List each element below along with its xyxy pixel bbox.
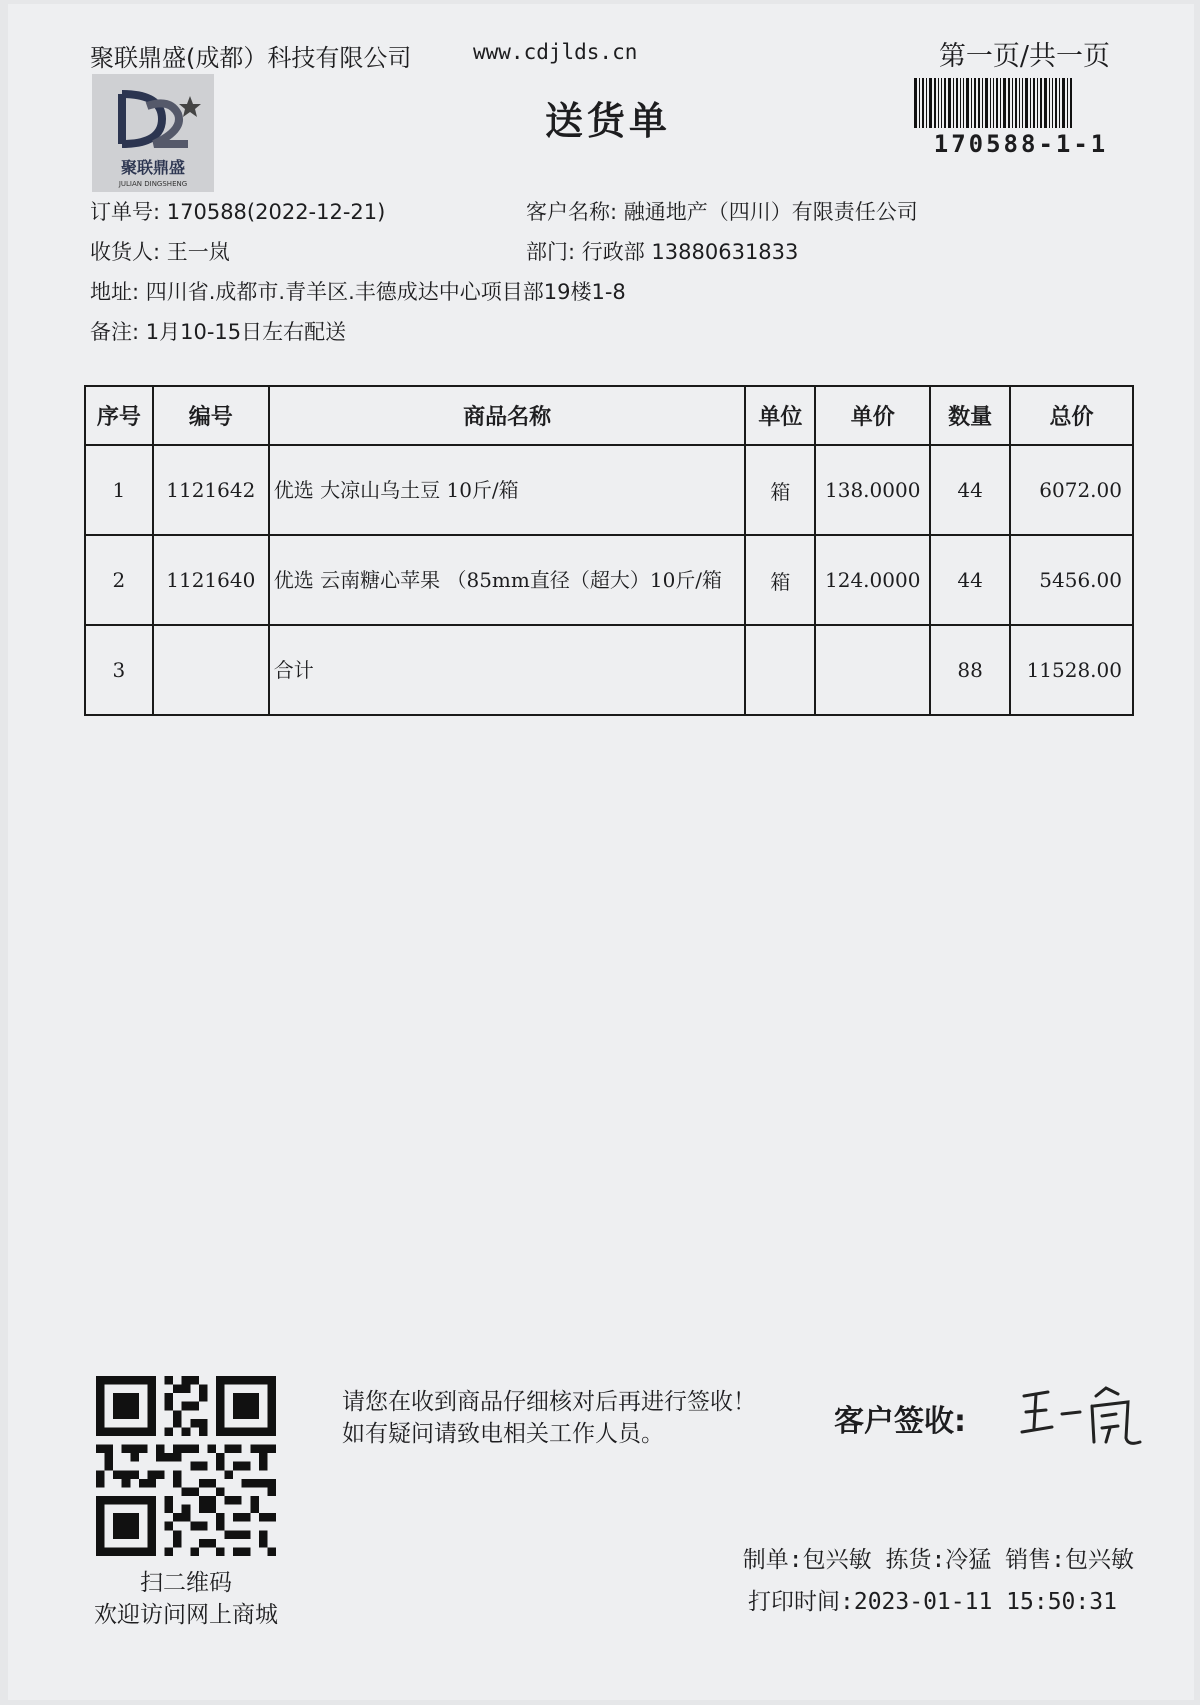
delivery-note-sheet — [8, 4, 1194, 1700]
barcode-bar — [985, 78, 988, 128]
cell-product: 优选 大凉山乌土豆 10斤/箱 — [269, 445, 746, 535]
barcode-bar — [974, 78, 976, 128]
cell-price: 138.0000 — [815, 445, 930, 535]
barcode-bar — [929, 78, 932, 128]
col-header-unit: 单位 — [745, 386, 815, 445]
barcode-bar — [982, 78, 983, 128]
barcode-bar — [919, 78, 920, 128]
cell-index: 1 — [85, 445, 153, 535]
customer-sign-label: 客户签收: — [834, 1404, 966, 1439]
barcode-bar — [1019, 78, 1020, 128]
table-row-total — [85, 625, 1133, 715]
barcode-bar — [944, 78, 946, 128]
barcode-bar — [1025, 78, 1028, 128]
table-row — [85, 445, 1133, 535]
barcode-bar — [1037, 78, 1038, 128]
col-header-qty: 数量 — [930, 386, 1010, 445]
logo-text: 聚联鼎盛 — [120, 158, 185, 177]
barcode-bar — [1052, 78, 1053, 128]
barcode-bar — [922, 78, 924, 128]
barcode-bar — [1022, 78, 1023, 128]
department-phone: 部门: 行政部 13880631833 — [526, 240, 799, 264]
cell-price: 124.0000 — [815, 535, 930, 625]
barcode-bar — [1030, 78, 1031, 128]
cell-qty: 44 — [930, 535, 1010, 625]
website-url: www.cdjlds.cn — [473, 40, 638, 64]
delivery-address: 地址: 四川省.成都市.青羊区.丰德成达中心项目部19楼1-8 — [90, 280, 626, 304]
cell-code: 1121642 — [153, 445, 269, 535]
cell-index: 3 — [85, 625, 153, 715]
cell-unit — [745, 625, 815, 715]
barcode-bar — [926, 78, 927, 128]
barcode-bar — [1033, 78, 1035, 128]
delivery-remark: 备注: 1月10-15日左右配送 — [90, 320, 347, 344]
barcode-bar — [993, 78, 994, 128]
barcode-bar — [938, 78, 939, 128]
cell-total: 5456.00 — [1010, 535, 1133, 625]
order-number: 订单号: 170588(2022-12-21) — [90, 200, 386, 224]
barcode-bar — [966, 78, 969, 128]
barcode-bar — [963, 78, 964, 128]
cell-qty: 44 — [930, 445, 1010, 535]
handwritten-signature — [1018, 1382, 1148, 1452]
col-header-price: 单价 — [815, 386, 930, 445]
cell-qty: 88 — [930, 625, 1010, 715]
col-header-product: 商品名称 — [269, 386, 746, 445]
barcode-bar — [996, 78, 998, 128]
barcode-bar — [1059, 78, 1060, 128]
col-header-index: 序号 — [85, 386, 153, 445]
barcode-bar — [1044, 78, 1047, 128]
col-header-total: 总价 — [1010, 386, 1133, 445]
staff-info: 制单:包兴敏 拣货:冷猛 销售:包兴敏 — [742, 1547, 1134, 1573]
barcode-bar — [1008, 78, 1010, 128]
barcode-icon — [914, 78, 1128, 128]
qr-code-icon[interactable] — [96, 1376, 276, 1556]
company-name: 聚联鼎盛(成都）科技有限公司 — [90, 44, 412, 72]
cell-product: 优选 云南糖心苹果 （85mm直径（超大）10斤/箱 — [269, 535, 746, 625]
barcode-bar — [1055, 78, 1057, 128]
cell-product: 合计 — [269, 625, 746, 715]
barcode-number: 170588-1-1 — [933, 130, 1109, 158]
cell-unit: 箱 — [745, 535, 815, 625]
items-table — [84, 385, 1134, 716]
barcode-bar — [1003, 78, 1006, 128]
page-indicator: 第一页/共一页 — [938, 41, 1110, 72]
table-row — [85, 535, 1133, 625]
sign-notice: 请您在收到商品仔细核对后再进行签收！如有疑问请致电相关工作人员。 — [342, 1389, 756, 1447]
print-time: 打印时间:2023-01-11 15:50:31 — [748, 1589, 1117, 1615]
qr-caption-scan: 扫二维码 — [140, 1570, 232, 1596]
barcode-bar — [1015, 78, 1017, 128]
barcode-bar — [971, 78, 972, 128]
barcode-bar — [1040, 78, 1042, 128]
barcode-bar — [914, 78, 917, 128]
barcode-bar — [1000, 78, 1001, 128]
col-header-code: 编号 — [153, 386, 269, 445]
barcode-bar — [990, 78, 991, 128]
cell-price — [815, 625, 930, 715]
cell-total: 11528.00 — [1010, 625, 1133, 715]
cell-total: 6072.00 — [1010, 445, 1133, 535]
cell-unit: 箱 — [745, 445, 815, 535]
cell-code — [153, 625, 269, 715]
qr-caption-visit: 欢迎访问网上商城 — [94, 1602, 278, 1628]
barcode-bar — [953, 78, 954, 128]
barcode-bar — [960, 78, 961, 128]
cell-index: 2 — [85, 535, 153, 625]
barcode-bar — [934, 78, 936, 128]
receiver-name: 收货人: 王一岚 — [90, 240, 230, 264]
logo-subtext: JULIAN DINGSHENG — [118, 180, 188, 188]
barcode-bar — [1062, 78, 1065, 128]
barcode-bar — [948, 78, 951, 128]
cell-code: 1121640 — [153, 535, 269, 625]
customer-name: 客户名称: 融通地产（四川）有限责任公司 — [526, 200, 918, 224]
barcode-bar — [1012, 78, 1013, 128]
table-header-row — [85, 386, 1133, 445]
barcode-bar — [1067, 78, 1068, 128]
barcode-bar — [1070, 78, 1072, 128]
document-title: 送货单 — [544, 99, 671, 143]
barcode-bar — [941, 78, 942, 128]
barcode-bar — [956, 78, 958, 128]
barcode-bar — [978, 78, 980, 128]
barcode-bar — [1049, 78, 1050, 128]
